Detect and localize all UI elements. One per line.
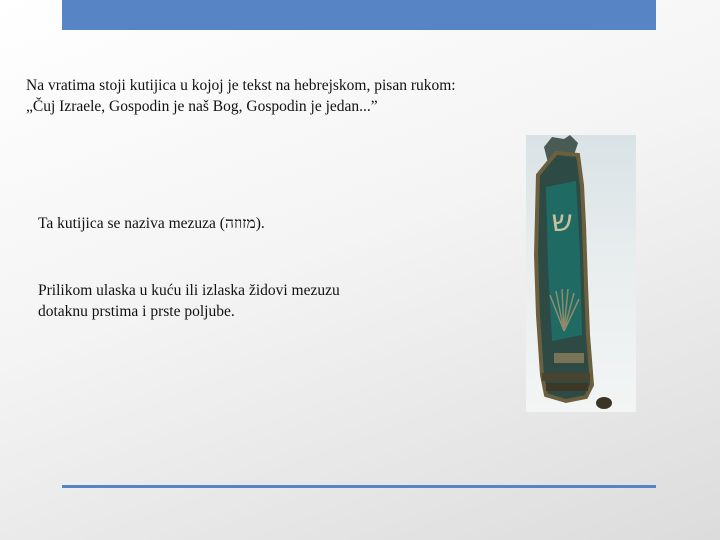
shin-letter: ש <box>551 204 573 239</box>
mezuza-definition: Ta kutijica se naziva mezuza (מזוזה). <box>38 215 265 232</box>
mezuzah-photo <box>526 135 636 412</box>
intro-line-1: Na vratima stoji kutijica u kojoj je tekst na hebrejskom, pisan rukom: <box>26 77 456 94</box>
intro-paragraph <box>26 75 586 117</box>
custom-line-2: dotaknu prstima i prste poljube. <box>38 303 235 320</box>
custom-line-1: Prilikom ulaska u kuću ili izlaska židovi mezuzu <box>38 282 340 299</box>
header-accent-bar <box>62 0 656 30</box>
intro-line-2: „Čuj Izraele, Gospodin je naš Bog, Gospodin je jedan...” <box>26 98 378 115</box>
custom-paragraph <box>38 280 408 322</box>
footer-rule <box>62 485 656 488</box>
